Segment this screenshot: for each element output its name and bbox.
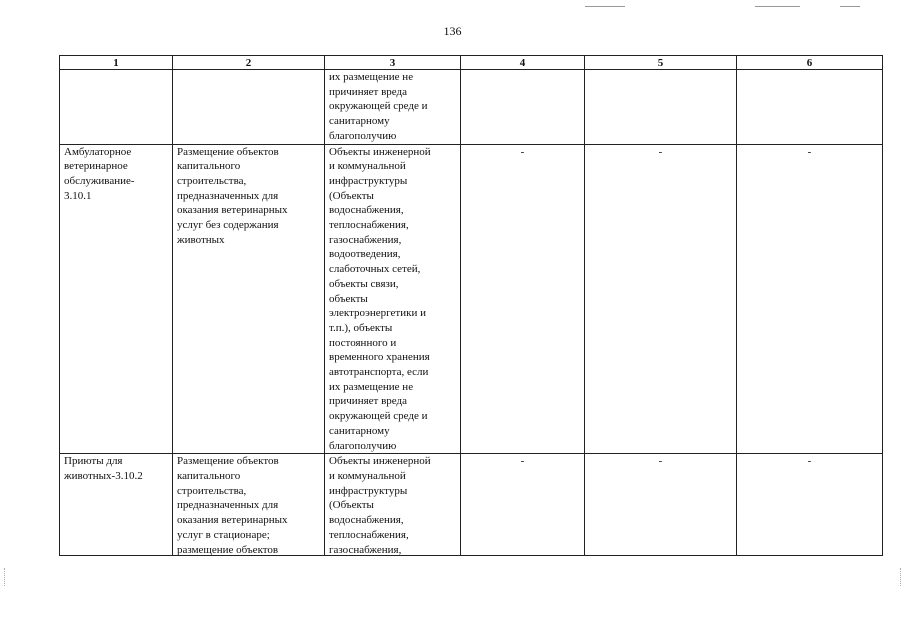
scan-artifact [755, 6, 800, 7]
table-cell [60, 144, 173, 454]
empty-value-dash: - [520, 455, 525, 468]
table-cell [585, 70, 737, 145]
table-row [60, 454, 883, 556]
table-cell [173, 70, 325, 145]
empty-value-dash: - [807, 145, 812, 158]
page-number: 136 [443, 24, 462, 38]
table-row [60, 70, 883, 145]
table-cell [325, 454, 461, 556]
table-cell [461, 70, 585, 145]
table-cell [325, 144, 461, 454]
table-cell [585, 454, 737, 556]
column-header: 6 [737, 56, 883, 70]
table-cell [173, 144, 325, 454]
table-cell [461, 144, 585, 454]
column-header: 2 [173, 56, 325, 70]
scan-artifact [585, 6, 625, 7]
scan-edge-mark [900, 568, 901, 586]
table-cell [461, 454, 585, 556]
column-header: 1 [60, 56, 173, 70]
use-description: Размещение объектов капитального строительства, предназначенных для оказания ветеринарных услуг в стационаре; размещение объектов [177, 455, 288, 556]
scan-artifact [840, 6, 860, 7]
table-row [60, 144, 883, 454]
table-cell [60, 70, 173, 145]
empty-value-dash: - [658, 455, 663, 468]
empty-value-dash: - [658, 145, 663, 158]
table-cell [737, 70, 883, 145]
empty-value-dash: - [807, 455, 812, 468]
column-header: 3 [325, 56, 461, 70]
permitted-objects: Объекты инженерной и коммунальной инфраструктуры (Объекты водоснабжения, теплоснабжения, газоснабжения, водоотведения, слаботочных сетей, объекты связи, объекты электроэнергетики и т.п.), объекты постоянного и временного хранения автотранспорта, если их размещение не причиняет вреда окружающей среде и санитарному благополучию [329, 145, 431, 452]
column-header: 4 [461, 56, 585, 70]
column-header: 5 [585, 56, 737, 70]
permitted-objects: Объекты инженерной и коммунальной инфраструктуры (Объекты водоснабжения, теплоснабжения, газоснабжения, [329, 455, 431, 556]
zoning-table [59, 55, 883, 556]
use-type-name: Амбулаторное ветеринарное обслуживание- 3.10.1 [64, 145, 135, 202]
use-type-name: Приюты для животных-3.10.2 [64, 455, 143, 482]
scan-edge-mark [4, 568, 5, 586]
empty-value-dash: - [520, 145, 525, 158]
table-cell [325, 70, 461, 145]
table-cell [737, 144, 883, 454]
header-row [60, 56, 883, 70]
table-cell [585, 144, 737, 454]
table-cell [60, 454, 173, 556]
permitted-objects: их размещение не причиняет вреда окружающей среде и санитарному благополучию [329, 71, 428, 142]
table-cell [737, 454, 883, 556]
table-cell [173, 454, 325, 556]
use-description: Размещение объектов капитального строительства, предназначенных для оказания ветеринарных услуг без содержания животных [177, 145, 288, 246]
